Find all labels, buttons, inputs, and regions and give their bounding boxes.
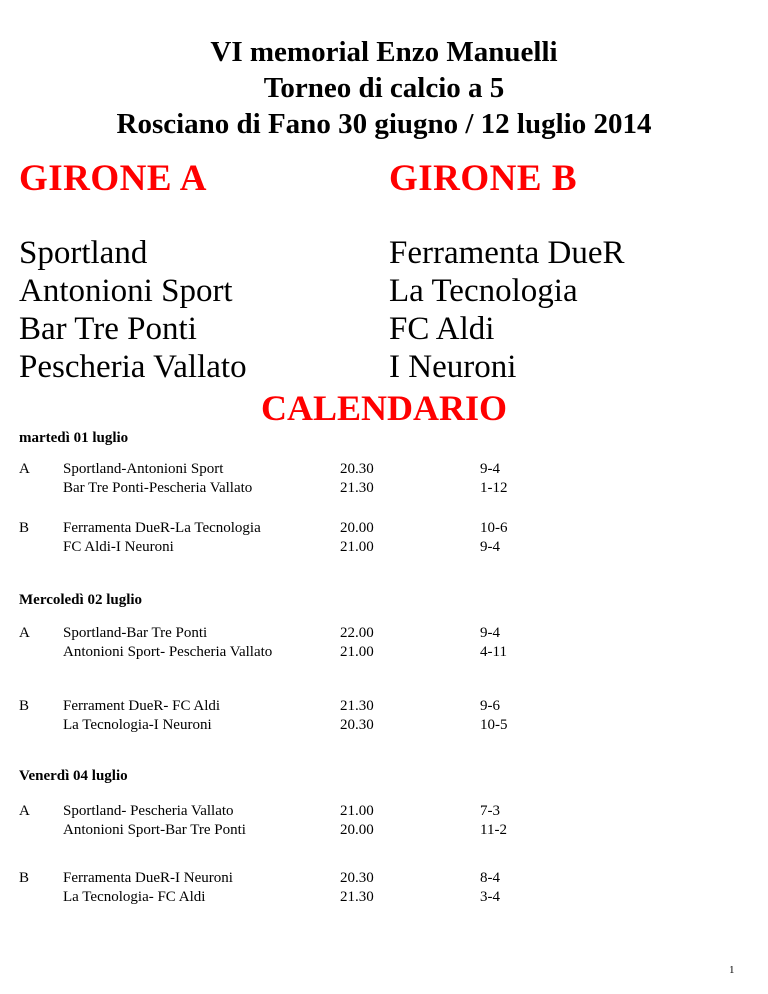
match-name: Sportland-Antonioni Sport (63, 461, 224, 477)
page-number: 1 (729, 964, 735, 976)
match-score: 9-4 (480, 625, 500, 641)
group-letter: A (19, 625, 30, 641)
group-b-team: Ferramenta DueR (389, 235, 625, 271)
group-a-team: Sportland (19, 235, 148, 271)
match-score: 3-4 (480, 889, 500, 905)
match-score: 1-12 (480, 480, 508, 496)
match-time: 21.30 (340, 480, 374, 496)
match-score: 9-6 (480, 698, 500, 714)
match-score: 9-4 (480, 461, 500, 477)
group-letter: B (19, 520, 30, 536)
group-b-title: GIRONE B (389, 158, 578, 199)
match-time: 20.00 (340, 822, 374, 838)
title-line-1: VI memorial Enzo Manuelli (210, 36, 558, 68)
group-b-team: La Tecnologia (389, 273, 578, 309)
group-a-title: GIRONE A (19, 158, 208, 199)
match-time: 21.00 (340, 644, 374, 660)
day-label: martedì 01 luglio (19, 430, 129, 446)
match-time: 21.00 (340, 803, 374, 819)
match-name: La Tecnologia-I Neuroni (63, 717, 212, 733)
match-time: 21.30 (340, 698, 374, 714)
day-label: Venerdì 04 luglio (19, 768, 128, 784)
match-score: 7-3 (480, 803, 500, 819)
group-a-team: Antonioni Sport (19, 273, 233, 309)
match-time: 20.30 (340, 461, 374, 477)
match-time: 20.30 (340, 870, 374, 886)
match-time: 20.30 (340, 717, 374, 733)
group-b-team: FC Aldi (389, 311, 495, 347)
match-name: Ferramenta DueR-I Neuroni (63, 870, 233, 886)
match-name: La Tecnologia- FC Aldi (63, 889, 206, 905)
day-label: Mercoledì 02 luglio (19, 592, 143, 608)
match-score: 10-5 (480, 717, 508, 733)
title-line-2: Torneo di calcio a 5 (263, 72, 505, 104)
match-name: Sportland- Pescheria Vallato (63, 803, 234, 819)
match-name: Bar Tre Ponti-Pescheria Vallato (63, 480, 253, 496)
group-a-team: Bar Tre Ponti (19, 311, 197, 347)
match-time: 21.00 (340, 539, 374, 555)
group-letter: A (19, 803, 30, 819)
group-letter: A (19, 461, 30, 477)
group-b-team: I Neuroni (389, 349, 517, 385)
match-name: Antonioni Sport-Bar Tre Ponti (63, 822, 246, 838)
match-name: FC Aldi-I Neuroni (63, 539, 174, 555)
match-time: 20.00 (340, 520, 374, 536)
match-score: 9-4 (480, 539, 500, 555)
match-name: Sportland-Bar Tre Ponti (63, 625, 208, 641)
match-time: 21.30 (340, 889, 374, 905)
match-score: 10-6 (480, 520, 508, 536)
match-name: Ferramenta DueR-La Tecnologia (63, 520, 261, 536)
match-score: 8-4 (480, 870, 500, 886)
match-score: 11-2 (480, 822, 507, 838)
title-line-3: Rosciano di Fano 30 giugno / 12 luglio 2014 (116, 108, 652, 140)
match-time: 22.00 (340, 625, 374, 641)
match-name: Ferrament DueR- FC Aldi (63, 698, 221, 714)
match-score: 4-11 (480, 644, 507, 660)
group-letter: B (19, 698, 30, 714)
calendar-title: CALENDARIO (260, 388, 508, 428)
group-letter: B (19, 870, 30, 886)
match-name: Antonioni Sport- Pescheria Vallato (63, 644, 273, 660)
group-a-team: Pescheria Vallato (19, 349, 247, 385)
